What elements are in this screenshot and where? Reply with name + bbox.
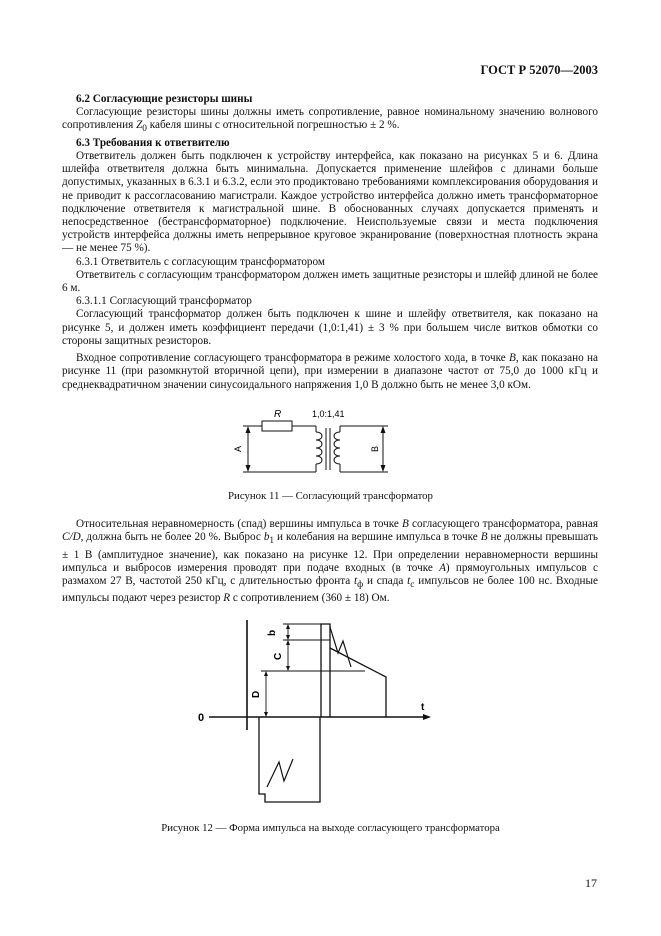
waveform-negative-pulse bbox=[259, 717, 320, 802]
symbol-z-sub: 0 bbox=[142, 124, 147, 135]
paragraph-6-3: Ответвитель должен быть подключен к устройству интерфейса, как показано на рисунках 5 и 6. Длина шлейфа ответвителя должна быть минимальна. Допускается применение шлейфов с длинами больше допустимых, указанных в 6.3.1 и 6.3.2, если это продиктовано требованиями комплексирования оборудования и не приводит к рассогласованию магистрали. Каждое устройство интерфейса должно иметь трансформаторное подключение ответвителя к магистральной шине. В обоснованных случаях допускается применять и непосредственное (бестрансформаторное) подключение. Неиспользуемые связи и места подключения устройств интерфейса должны иметь непрерывное круговое экранирование (поверхностная плотность экрана — не менее 75 %). bbox=[62, 150, 598, 255]
symbol-tf-sub: ф bbox=[357, 580, 364, 591]
resistor-r bbox=[262, 421, 292, 431]
time-axis-arrowhead bbox=[423, 714, 431, 720]
text-run: не должны превышать ± 1 В (амплитудное значение), как показано на рисунке 12. При определении неравномерности вершины импульса и выбросов измерения проводят при подаче входных (в точке bbox=[62, 531, 598, 574]
symbol-tf: t bbox=[354, 575, 358, 588]
symbol-tc: t bbox=[407, 575, 411, 588]
text-run: и колебания на вершине импульса в точке bbox=[274, 531, 481, 544]
symbol-z: Z bbox=[136, 119, 143, 132]
text-run: , как показано на рисунке 11 (при разомкнутой вторичной цепи), при измерении в диапазоне частот от 75,0 до 1000 кГц и среднеквадратичном значении синусоидального напряжения 1,0 В должно быть не менее 3,0 кОм. bbox=[62, 352, 598, 391]
paragraph-input-resistance bbox=[62, 352, 598, 392]
label-c: C bbox=[273, 652, 284, 660]
positive-overshoot-ripple bbox=[330, 627, 351, 667]
text-run: и спада bbox=[363, 575, 408, 588]
ratio-cd: C/D bbox=[62, 531, 81, 544]
label-zero: 0 bbox=[198, 712, 205, 724]
text-run: ) прямоугольных импульсов с размахом 27 В, частотой 250 кГц, с длительностью фронта bbox=[62, 561, 599, 588]
figure-12-diagram bbox=[195, 612, 445, 812]
label-t: t bbox=[421, 702, 425, 713]
symbol-r: R bbox=[223, 592, 231, 605]
text-run: кабеля шины с относительной погрешностью ± 2 %. bbox=[146, 119, 400, 132]
symbol-tc-sub: с bbox=[410, 580, 415, 591]
label-b1: b bbox=[267, 629, 278, 636]
label-d: D bbox=[251, 690, 262, 698]
text-run: Входное сопротивление согласующего трансформатора в режиме холостого хода, в точке bbox=[76, 352, 510, 365]
text-run: согласующего трансформатора, равная bbox=[408, 518, 598, 530]
text-block-bottom bbox=[62, 518, 598, 606]
point-a: A bbox=[439, 561, 446, 574]
coil-primary bbox=[316, 432, 322, 464]
label-b: B bbox=[370, 445, 380, 452]
pulse-top-droop bbox=[330, 648, 386, 717]
paragraph-nonuniformity bbox=[62, 518, 598, 606]
heading-6-2: 6.2 Согласующие резисторы шины bbox=[76, 93, 253, 105]
symbol-b1-sub: 1 bbox=[269, 536, 275, 547]
label-ratio: 1,0:1,41 bbox=[312, 409, 345, 419]
figure-11-caption: Рисунок 11 — Согласующий трансформатор bbox=[228, 490, 433, 502]
point-b: B bbox=[402, 518, 409, 530]
heading-6-3: 6.3 Требования к ответвителю bbox=[76, 136, 230, 149]
document-header: ГОСТ Р 52070—2003 bbox=[480, 63, 598, 77]
point-b: B bbox=[509, 352, 516, 365]
figure-12-caption: Рисунок 12 — Форма импульса на выходе согласующего трансформатора bbox=[161, 822, 500, 834]
text-run: Относительная неравномерность (спад) вершины импульса в точке bbox=[76, 518, 403, 530]
paragraph-6-3-1: Ответвитель с согласующим трансформатором должен иметь защитные резисторы и шлейф длиной не более 6 м. bbox=[62, 268, 598, 295]
text-block-top bbox=[62, 93, 598, 392]
subheading-6-3-1-1: 6.3.1.1 Согласующий трансформатор bbox=[76, 295, 252, 308]
page-number: 17 bbox=[585, 876, 597, 890]
text-run: с сопротивлением (360 ± 18) Ом. bbox=[230, 592, 390, 605]
symbol-b1: b bbox=[263, 531, 270, 544]
paragraph-6-3-1-1: Согласующий трансформатор должен быть подключен к шине и шлейфу ответвителя, как показано на рисунке 5, и должен иметь коэффициент передачи (1,0:1,41) ± 3 % при большем числе витков обмотки со стороны защитных резисторов. bbox=[62, 308, 598, 347]
figure-11-diagram bbox=[228, 402, 418, 482]
coil-secondary bbox=[334, 432, 340, 464]
label-r: R bbox=[274, 409, 282, 420]
text-run: импульсов не более 100 нс. Входные импульсы подают через резистор bbox=[62, 575, 598, 605]
point-b: B bbox=[480, 531, 488, 544]
label-a: A bbox=[233, 445, 243, 452]
subheading-6-3-1: 6.3.1 Ответвитель с согласующим трансформатором bbox=[76, 255, 325, 268]
negative-overshoot-ripple bbox=[267, 759, 293, 787]
text-run: Согласующие резисторы шины должны иметь сопротивление, равное номинальному значению волнового сопротивления bbox=[62, 106, 598, 132]
paragraph-6-2 bbox=[62, 106, 598, 137]
waveform-positive-pulse bbox=[321, 624, 330, 717]
text-run: , должна быть не более 20 %. Выброс bbox=[80, 531, 264, 544]
